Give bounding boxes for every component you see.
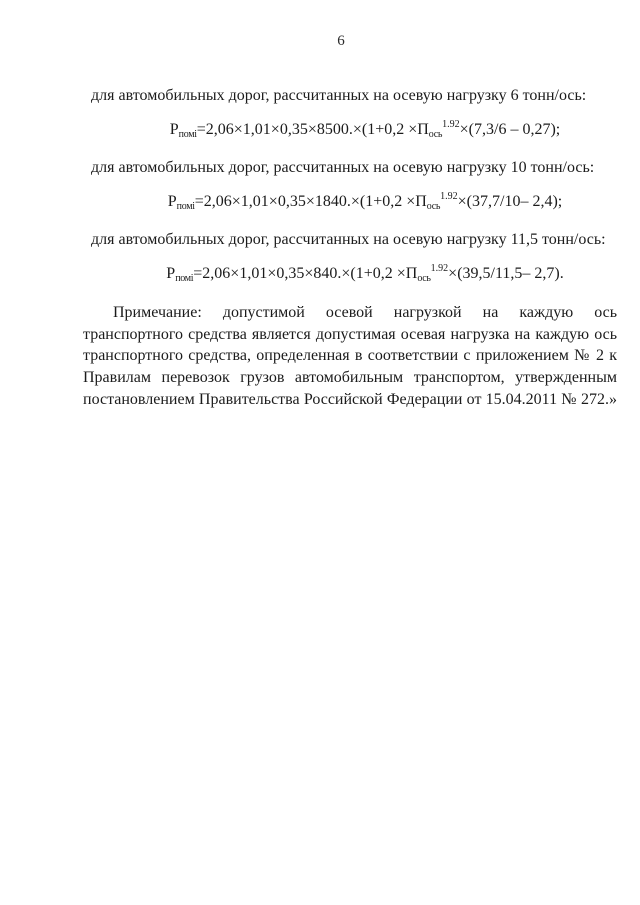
formula-tail: ×(37,7/10– 2,4); (457, 193, 563, 210)
formula-axle-load-6t (83, 118, 617, 142)
page-content (83, 86, 617, 410)
formula-variable: Р (169, 121, 179, 138)
formula-body: =2,06×1,01×0,35×840.×(1+0,2 ×П (193, 265, 418, 282)
formula-body: =2,06×1,01×0,35×1840.×(1+0,2 ×П (194, 193, 427, 210)
formula-body: =2,06×1,01×0,35×8500.×(1+0,2 ×П (196, 121, 429, 138)
formula-variable-subscript: помi (175, 273, 194, 284)
formula-variable-subscript: помi (178, 129, 197, 140)
formula-axle-subscript: ось (428, 129, 443, 140)
note-line: Правилам перевозок грузов автомобильным транспортом, утвержденным (83, 369, 617, 387)
formula-variable: Р (167, 193, 177, 210)
paragraph-axle-load-10t: для автомобильных дорог, рассчитанных на осевую нагрузку 10 тонн/ось: (91, 159, 595, 176)
formula-variable-subscript: помi (176, 201, 195, 212)
paragraph-axle-load-6t: для автомобильных дорог, рассчитанных на осевую нагрузку 6 тонн/ось: (91, 87, 587, 104)
formula-axle-subscript: ось (417, 273, 431, 284)
page-number: 6 (337, 33, 345, 49)
paragraph-axle-load-11-5t: для автомобильных дорог, рассчитанных на осевую нагрузку 11,5 тонн/ось: (91, 231, 606, 248)
note-line: транспортного средства является допустимая осевая нагрузка на каждую ось (83, 325, 617, 343)
formula-tail: ×(39,5/11,5– 2,7). (448, 265, 564, 282)
formula-exponent: 1.92 (440, 191, 458, 202)
note-line: постановлением Правительства Российской Федерации от 15.04.2011 № 272.» (83, 390, 617, 408)
note-paragraph (83, 302, 617, 410)
formula-axle-load-11-5t (83, 262, 617, 286)
formula-exponent: 1.92 (430, 263, 449, 274)
formula-variable: Р (166, 265, 176, 282)
formula-axle-subscript: ось (426, 201, 441, 212)
note-line: Примечание: допустимой осевой нагрузкой на каждую ось (113, 304, 617, 321)
formula-tail: ×(7,3/6 – 0,27); (459, 121, 561, 138)
note-line: транспортного средства, определенная в соответствии с приложением № 2 к (83, 347, 617, 365)
formula-axle-load-10t (83, 190, 617, 214)
formula-exponent: 1.92 (442, 119, 460, 130)
